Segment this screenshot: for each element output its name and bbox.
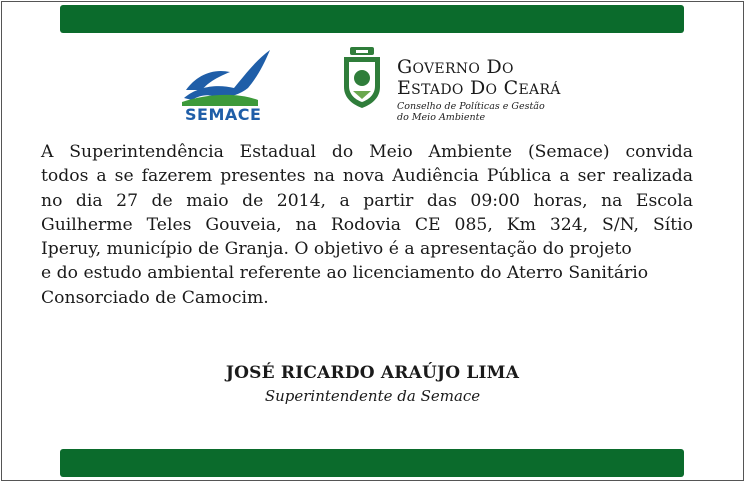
semace-bird-logo-icon <box>178 46 274 108</box>
body-line: Guilherme Teles Gouveia, na Rodovia CE 085, Km 324, S/N, Sítio <box>41 214 693 235</box>
body-line: A Superintendência Estadual do Meio Ambiente (Semace) convida <box>41 142 693 162</box>
signatory-name: JOSÉ RICARDO ARAÚJO LIMA <box>225 363 520 383</box>
body-line: e do estudo ambiental referente ao licenciamento do Aterro Sanitário <box>41 263 649 284</box>
announcement-body <box>41 140 693 310</box>
government-title-line2 <box>397 77 561 99</box>
signatory-title: Superintendente da Semace <box>264 387 481 405</box>
government-logo <box>340 47 580 127</box>
semace-logo <box>178 46 274 126</box>
government-title-text: GOVERNO DO <box>397 56 514 78</box>
ceara-coat-of-arms-icon <box>340 47 384 109</box>
bottom-green-bar <box>60 449 684 477</box>
top-green-bar <box>60 5 684 33</box>
body-line: no dia 27 de maio de 2014, a partir das 09:00 horas, na Escola <box>41 190 693 211</box>
body-line: todos a se fazerem presentes na nova Audiência Pública a ser realizada <box>41 166 693 187</box>
body-line: Consorciado de Camocim. <box>41 287 269 308</box>
body-line: Iperuy, município de Granja. O objetivo é a apresentação do projeto <box>41 239 632 260</box>
government-state-text: ESTADO DO CEARÁ <box>397 77 561 99</box>
council-subtitle-line1: Conselho de Políticas e Gestão <box>397 101 545 112</box>
council-subtitle-line2: do Meio Ambiente <box>397 112 486 123</box>
semace-label: SEMACE <box>185 105 262 124</box>
government-title-line1 <box>397 56 514 78</box>
